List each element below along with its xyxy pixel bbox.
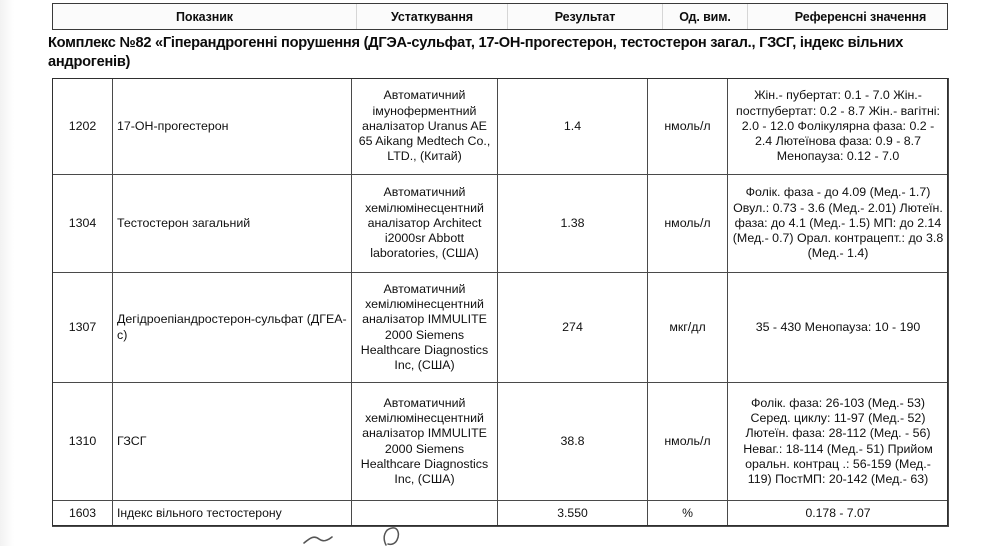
handwritten-annotation-icon <box>290 527 550 546</box>
row-unit: нмоль/л <box>648 175 728 273</box>
row-equipment: Автоматичний хемілюмінесцентний аналізатор IMMULITE 2000 Siemens Healthcare Diagnostics Inc, (США) <box>352 273 498 383</box>
table-column-header <box>52 3 948 30</box>
table-row[interactable] <box>53 273 949 383</box>
row-reference: 0.178 - 7.07 <box>728 501 949 527</box>
lab-results-table <box>52 78 949 527</box>
row-id: 1310 <box>53 383 113 501</box>
row-reference: Жін.- пубертат: 0.1 - 7.0 Жін.- постпубертат: 0.2 - 8.7 Жін.- вагітні: 2.0 - 12.0 Фолікулярна фаза: 0.2 - 2.4 Лютеїнова фаза: 0.9 - 8.7 Менопауза: 0.12 - 7.0 <box>728 79 949 175</box>
complex-title: Комплекс №82 «Гіперандрогенні порушення (ДГЭА-сульфат, 17-ОН-прогестерон, тестостерон загал., ГЗСГ, індекс вільних андрогенів) <box>48 35 904 70</box>
row-reference: Фолік. фаза: 26-103 (Мед.- 53) Серед. циклу: 11-97 (Мед.- 52) Лютеїн. фаза: 28-112 (Мед. - 56) Неваг.: 18-114 (Мед.- 51) Прийом оральн. контрац .: 56-159 (Мед.- 119) ПостМП: 20-142 (Мед.- 63) <box>728 383 949 501</box>
header-cell-result: Результат <box>508 4 663 29</box>
row-equipment <box>352 501 498 527</box>
row-unit: нмоль/л <box>648 383 728 501</box>
row-unit: мкг/дл <box>648 273 728 383</box>
row-unit: % <box>648 501 728 527</box>
row-id: 1304 <box>53 175 113 273</box>
row-indicator: ГЗСГ <box>113 383 352 501</box>
header-cell-indicator: Показник <box>53 4 357 29</box>
table-row[interactable] <box>53 79 949 175</box>
row-id: 1307 <box>53 273 113 383</box>
row-result: 38.8 <box>498 383 648 501</box>
header-cell-reference: Референсні значення <box>794 9 927 24</box>
row-indicator: Тестостерон загальний <box>113 175 352 273</box>
table-row[interactable] <box>53 383 949 501</box>
row-indicator: Індекс вільного тестостерону <box>113 501 352 527</box>
page-edge-shadow <box>0 0 14 546</box>
header-row <box>53 4 973 29</box>
row-id: 1603 <box>53 501 113 527</box>
header-cell-equipment: Устаткування <box>357 4 508 29</box>
row-result: 274 <box>498 273 648 383</box>
row-indicator: 17-ОН-прогестерон <box>113 79 352 175</box>
header-cell-unit: Од. вим. <box>663 4 748 29</box>
table-row[interactable] <box>53 501 949 527</box>
row-result: 1.4 <box>498 79 648 175</box>
row-equipment: Автоматичний імуноферментний аналізатор Uranus AE 65 Aikang Medtech Co., LTD., (Китай) <box>352 79 498 175</box>
row-equipment: Автоматичний хемілюмінесцентний аналізатор Architect i2000sr Abbott laboratories, (США) <box>352 175 498 273</box>
row-unit: нмоль/л <box>648 79 728 175</box>
row-result: 1.38 <box>498 175 648 273</box>
row-result: 3.550 <box>498 501 648 527</box>
row-id: 1202 <box>53 79 113 175</box>
row-indicator: Дегідроепіандростерон-сульфат (ДГЕА-с) <box>113 273 352 383</box>
row-equipment: Автоматичний хемілюмінесцентний аналізатор IMMULITE 2000 Siemens Healthcare Diagnostics Inc, (США) <box>352 383 498 501</box>
table-row[interactable] <box>53 175 949 273</box>
row-reference: 35 - 430 Менопауза: 10 - 190 <box>728 273 949 383</box>
row-reference: Фолік. фаза - до 4.09 (Мед.- 1.7) Овул.: 0.73 - 3.6 (Мед.- 2.01) Лютеїн. фаза: до 4.1 (Мед.- 1.5) МП: до 2.14 (Мед.- 0.7) Орал. контрацепт.: до 3.8 (Мед.- 1.4) <box>728 175 949 273</box>
